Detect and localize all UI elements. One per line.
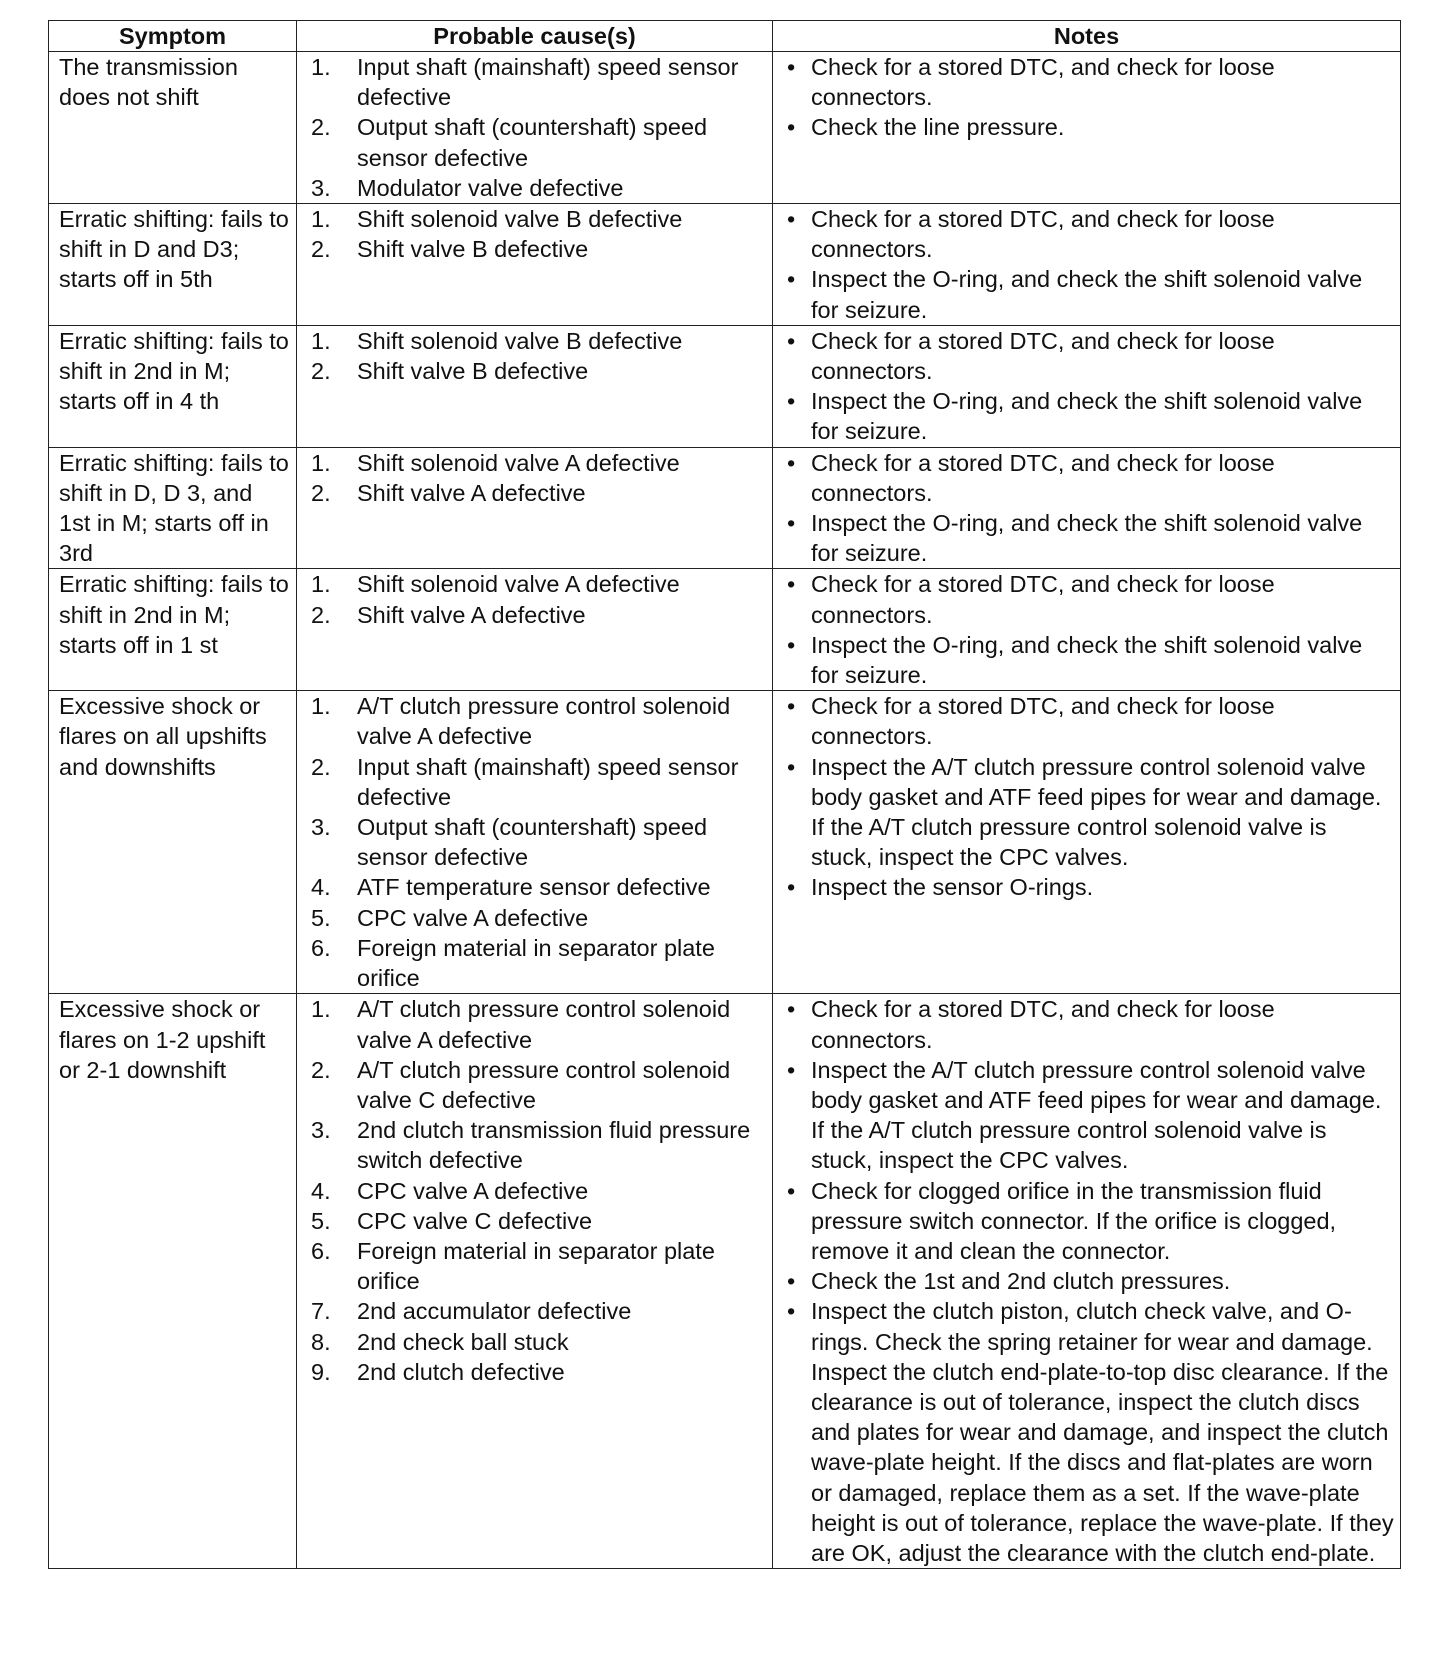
- note-item: [785, 872, 1394, 902]
- note-text: Inspect the A/T clutch pressure control solenoid valve body gasket and ATF feed pipes for wear and damage. If the A/T clutch pressure control solenoid valve is stuck, inspect the CPC valves.: [811, 753, 1382, 871]
- probable-causes-cell: [297, 325, 773, 447]
- bullet-icon: •: [787, 874, 796, 901]
- cause-number: 1.: [311, 571, 331, 598]
- symptom-cell: Erratic shifting: fails to shift in 2nd in M; starts off in 1 st: [49, 569, 297, 691]
- cause-text: Shift valve B defective: [357, 358, 589, 385]
- probable-causes-cell: [297, 447, 773, 569]
- troubleshooting-page: [48, 20, 1400, 1569]
- cause-item: [311, 872, 766, 902]
- cause-item: [311, 326, 766, 356]
- cause-text: Foreign material in separator plate orifice: [357, 1237, 715, 1295]
- symptom-cell: Excessive shock or flares on all upshifts and downshifts: [49, 691, 297, 994]
- bullet-icon: •: [787, 327, 796, 354]
- table-body: [49, 52, 1401, 1569]
- notes-cell: [773, 691, 1401, 994]
- note-item: [785, 691, 1394, 751]
- table-row: [49, 569, 1401, 691]
- cause-number: 2.: [311, 601, 331, 628]
- note-text: Check for a stored DTC, and check for loose connectors.: [811, 996, 1275, 1053]
- cause-number: 4.: [311, 874, 331, 901]
- cause-item: [311, 1176, 766, 1206]
- note-text: Check for a stored DTC, and check for loose connectors.: [811, 54, 1275, 111]
- cause-item: [311, 1055, 766, 1115]
- notes-cell: [773, 204, 1401, 326]
- cause-text: CPC valve C defective: [357, 1207, 593, 1234]
- cause-number: 2.: [311, 479, 331, 506]
- cause-item: [311, 933, 766, 993]
- cause-text: Shift solenoid valve A defective: [357, 449, 680, 476]
- cause-number: 7.: [311, 1298, 331, 1325]
- cause-text: CPC valve A defective: [357, 1177, 589, 1204]
- cause-item: [311, 1357, 766, 1387]
- cause-item: [311, 234, 766, 264]
- cause-text: A/T clutch pressure control solenoid valve A defective: [357, 693, 731, 750]
- cause-number: 1.: [311, 54, 331, 80]
- cause-item: [311, 1236, 766, 1296]
- cause-number: 2.: [311, 236, 331, 263]
- cause-item: [311, 173, 766, 203]
- note-item: [785, 386, 1394, 446]
- note-item: [785, 630, 1394, 690]
- cause-item: [311, 691, 766, 751]
- note-text: Check the line pressure.: [811, 114, 1065, 141]
- cause-item: [311, 356, 766, 386]
- note-item: [785, 52, 1394, 112]
- cause-text: 2nd check ball stuck: [357, 1328, 569, 1355]
- bullet-icon: •: [787, 753, 796, 780]
- probable-causes-cell: [297, 691, 773, 994]
- cause-number: 6.: [311, 934, 331, 961]
- note-text: Check for a stored DTC, and check for loose connectors.: [811, 693, 1275, 750]
- notes-cell: [773, 52, 1401, 204]
- note-item: [785, 326, 1394, 386]
- cause-number: 2.: [311, 358, 331, 385]
- cause-item: [311, 1115, 766, 1175]
- cause-text: Output shaft (countershaft) speed sensor defective: [357, 814, 708, 871]
- note-text: Inspect the O-ring, and check the shift solenoid valve for seizure.: [811, 266, 1363, 323]
- notes-cell: [773, 569, 1401, 691]
- note-text: Check for a stored DTC, and check for loose connectors.: [811, 571, 1275, 628]
- cause-text: Modulator valve defective: [357, 174, 624, 201]
- cause-number: 5.: [311, 1207, 331, 1234]
- bullet-icon: •: [787, 1177, 796, 1204]
- cause-text: ATF temperature sensor defective: [357, 874, 711, 901]
- bullet-icon: •: [787, 388, 796, 415]
- probable-causes-cell: [297, 204, 773, 326]
- bullet-icon: •: [787, 206, 796, 233]
- cause-item: [311, 478, 766, 508]
- note-text: Inspect the A/T clutch pressure control solenoid valve body gasket and ATF feed pipes for wear and damage. If the A/T clutch pressure control solenoid valve is stuck, inspect the CPC valves.: [811, 1056, 1382, 1174]
- bullet-icon: •: [787, 571, 796, 598]
- cause-number: 2.: [311, 753, 331, 780]
- cause-text: Shift solenoid valve B defective: [357, 206, 683, 233]
- cause-number: 1.: [311, 693, 331, 720]
- probable-causes-cell: [297, 52, 773, 204]
- symptom-cell: Excessive shock or flares on 1-2 upshift or 2-1 downshift: [49, 994, 297, 1569]
- cause-number: 3.: [311, 814, 331, 841]
- cause-item: [311, 448, 766, 478]
- cause-item: [311, 1206, 766, 1236]
- note-text: Inspect the clutch piston, clutch check valve, and O-rings. Check the spring retainer for wear and damage. Inspect the clutch end-plate-to-top disc clearance. If the clearance is out of tolerance, inspect the clutch discs and plates for wear and damage, and inspect the clutch wave-plate height. If the discs and flat-plates are worn or damaged, replace them as a set. If the wave-plate height is out of tolerance, replace the wave-plate. If they are OK, adjust the clearance with the clutch end-plate.: [811, 1298, 1394, 1566]
- note-item: [785, 1266, 1394, 1296]
- cause-number: 5.: [311, 904, 331, 931]
- bullet-icon: •: [787, 996, 796, 1023]
- note-item: [785, 752, 1394, 873]
- symptom-cell: The transmission does not shift: [49, 52, 297, 204]
- cause-text: Shift valve A defective: [357, 479, 586, 506]
- note-text: Check for a stored DTC, and check for loose connectors.: [811, 449, 1275, 506]
- note-item: [785, 994, 1394, 1054]
- cause-text: A/T clutch pressure control solenoid valve C defective: [357, 1056, 731, 1113]
- table-row: [49, 204, 1401, 326]
- probable-causes-cell: [297, 569, 773, 691]
- note-text: Check for clogged orifice in the transmission fluid pressure switch connector. If the orifice is clogged, remove it and clean the connector.: [811, 1177, 1337, 1264]
- troubleshooting-table: [48, 20, 1401, 1569]
- cause-number: 1.: [311, 206, 331, 233]
- note-text: Check the 1st and 2nd clutch pressures.: [811, 1268, 1231, 1295]
- note-item: [785, 204, 1394, 264]
- header-probable-causes: Probable cause(s): [297, 21, 773, 52]
- table-row: [49, 325, 1401, 447]
- note-item: [785, 508, 1394, 568]
- cause-text: Shift solenoid valve A defective: [357, 571, 680, 598]
- cause-number: 9.: [311, 1358, 331, 1385]
- notes-cell: [773, 325, 1401, 447]
- bullet-icon: •: [787, 510, 796, 537]
- note-text: Inspect the O-ring, and check the shift solenoid valve for seizure.: [811, 388, 1363, 445]
- cause-number: 3.: [311, 174, 331, 201]
- notes-cell: [773, 994, 1401, 1569]
- cause-item: [311, 1327, 766, 1357]
- cause-number: 1.: [311, 327, 331, 354]
- cause-item: [311, 812, 766, 872]
- bullet-icon: •: [787, 1268, 796, 1295]
- bullet-icon: •: [787, 1056, 796, 1083]
- table-row: [49, 52, 1401, 204]
- bullet-icon: •: [787, 54, 796, 80]
- notes-cell: [773, 447, 1401, 569]
- cause-text: 2nd clutch transmission fluid pressure switch defective: [357, 1117, 751, 1174]
- cause-item: [311, 903, 766, 933]
- cause-number: 2.: [311, 1056, 331, 1083]
- table-header-row: [49, 21, 1401, 52]
- note-item: [785, 569, 1394, 629]
- cause-number: 6.: [311, 1237, 331, 1264]
- cause-text: Foreign material in separator plate orifice: [357, 934, 715, 992]
- bullet-icon: •: [787, 1298, 796, 1325]
- note-item: [785, 1055, 1394, 1176]
- cause-text: 2nd accumulator defective: [357, 1298, 632, 1325]
- symptom-cell: Erratic shifting: fails to shift in D and D3; starts off in 5th: [49, 204, 297, 326]
- cause-item: [311, 600, 766, 630]
- cause-item: [311, 569, 766, 599]
- note-text: Check for a stored DTC, and check for loose connectors.: [811, 327, 1275, 385]
- cause-item: [311, 204, 766, 234]
- note-item: [785, 1296, 1394, 1568]
- cause-item: [311, 52, 766, 112]
- note-text: Inspect the O-ring, and check the shift solenoid valve for seizure.: [811, 510, 1363, 567]
- cause-text: CPC valve A defective: [357, 904, 589, 931]
- cause-number: 1.: [311, 996, 331, 1023]
- symptom-cell: Erratic shifting: fails to shift in D, D 3, and 1st in M; starts off in 3rd: [49, 447, 297, 569]
- cause-item: [311, 752, 766, 812]
- note-item: [785, 1176, 1394, 1267]
- table-row: [49, 447, 1401, 569]
- note-item: [785, 112, 1394, 142]
- note-item: [785, 264, 1394, 324]
- cause-text: Output shaft (countershaft) speed sensor defective: [357, 114, 708, 171]
- cause-text: Shift solenoid valve B defective: [357, 327, 683, 354]
- cause-text: 2nd clutch defective: [357, 1358, 565, 1385]
- note-text: Inspect the O-ring, and check the shift solenoid valve for seizure.: [811, 631, 1363, 689]
- bullet-icon: •: [787, 449, 796, 476]
- note-item: [785, 448, 1394, 508]
- cause-item: [311, 112, 766, 172]
- bullet-icon: •: [787, 266, 796, 293]
- header-symptom: Symptom: [49, 21, 297, 52]
- cause-number: 4.: [311, 1177, 331, 1204]
- cause-item: [311, 1296, 766, 1326]
- cause-text: Shift valve A defective: [357, 601, 586, 628]
- header-notes: Notes: [773, 21, 1401, 52]
- note-text: Check for a stored DTC, and check for loose connectors.: [811, 206, 1275, 263]
- bullet-icon: •: [787, 631, 796, 658]
- cause-number: 2.: [311, 114, 331, 141]
- cause-item: [311, 994, 766, 1054]
- cause-text: Shift valve B defective: [357, 236, 589, 263]
- cause-number: 3.: [311, 1117, 331, 1144]
- symptom-cell: Erratic shifting: fails to shift in 2nd in M; starts off in 4 th: [49, 325, 297, 447]
- probable-causes-cell: [297, 994, 773, 1569]
- table-row: [49, 994, 1401, 1569]
- bullet-icon: •: [787, 114, 796, 141]
- cause-number: 8.: [311, 1328, 331, 1355]
- cause-number: 1.: [311, 449, 331, 476]
- cause-text: Input shaft (mainshaft) speed sensor defective: [357, 753, 739, 810]
- cause-text: A/T clutch pressure control solenoid valve A defective: [357, 996, 731, 1053]
- table-row: [49, 691, 1401, 994]
- bullet-icon: •: [787, 693, 796, 720]
- note-text: Inspect the sensor O-rings.: [811, 874, 1094, 901]
- cause-text: Input shaft (mainshaft) speed sensor defective: [357, 54, 739, 111]
